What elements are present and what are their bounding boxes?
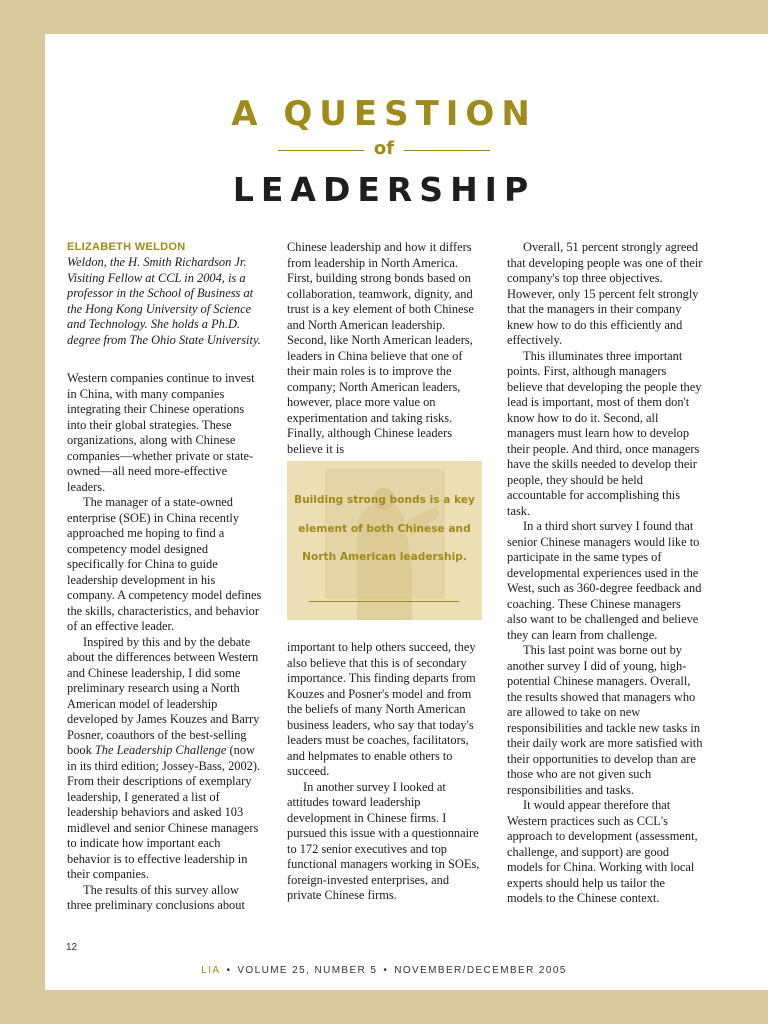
page-number: 12 <box>66 942 78 953</box>
pull-quote-rule <box>309 601 459 602</box>
paragraph: important to help others succeed, they also believe that this is of secondary importance. This finding departs from Kouzes and Posner's model and from the beliefs of many North American business leaders, who say that today's leaders must be coaches, facilitators, and helpmates to enable others to succeed. <box>287 640 476 778</box>
text-run: (now in its third edition; Jossey-Bass, 2002). From their descriptions of exemplary leadership, I generated a list of leadership behaviors and asked 103 midlevel and senior Chinese managers to indicate how important each behavior is to effective leadership in their companies. <box>67 743 261 881</box>
pull-quote-box <box>287 461 482 620</box>
paragraph: The manager of a state-owned enterprise (SOE) in China recently approached me hoping to find a competency model designed specifically for China to guide leadership development in his company. A competency model defines the skills, characteristics, and behavior of an effective leader. <box>67 495 262 633</box>
footer-separator: • <box>226 965 232 976</box>
paragraph: The results of this survey allow three preliminary conclusions about <box>67 882 245 912</box>
paragraph: Overall, 51 percent strongly agreed that developing people was one of their company's top three objectives. However, only 15 percent felt strongly that the managers in their company knew how to do this efficiently and effectively. <box>507 240 703 347</box>
paragraph <box>67 635 263 883</box>
title-of-row <box>0 138 768 162</box>
title-rule-right <box>404 150 490 151</box>
journal-name: LIA <box>201 965 221 976</box>
author-bio: Weldon, the H. Smith Richardson Jr. Visiting Fellow at CCL in 2004, is a professor in the School of Business at the Hong Kong University of Science and Technology. She holds a Ph.D. degree from The Ohio State University. <box>67 255 261 347</box>
title-rule-left <box>278 150 364 151</box>
footer-date: NOVEMBER/DECEMBER 2005 <box>394 965 567 976</box>
paragraph: Western companies continue to invest in China, with many companies integrating their Chinese operations into their global strategies. These organizations, along with Chinese companies—whether private or state-owned—all need more-effective leaders. <box>67 371 255 494</box>
paragraph: Chinese leadership and how it differs from leadership in North America. First, building strong bonds based on collaboration, teamwork, dignity, and trust is a key element of both Chinese and North American leadership. Second, like North American leaders, leaders in China believe that one of their main roles is to improve the company; North American leaders, however, place more value on experimentation and taking risks. Finally, although Chinese leaders believe it is <box>287 240 474 456</box>
paragraph: In another survey I looked at attitudes toward leadership development in Chinese firms. I pursued this issue with a questionnaire to 172 senior executives and top functional managers working in SOEs, foreign-invested enterprises, and private Chinese firms. <box>287 779 480 902</box>
column-1 <box>67 240 263 914</box>
paragraph: This last point was borne out by another survey I did of young, high-potential Chinese managers. Overall, the results showed that managers who are allowed to take on new responsibilities and tackle new tasks in their daily work are more satisfied with their opportunities to develop than are those who are not given such responsibilities and tasks. <box>507 643 703 797</box>
pull-quote-text: Building strong bonds is a key element of both Chinese and North American leadership. <box>294 494 475 563</box>
column-2-bottom <box>287 640 482 904</box>
paragraph: It would appear therefore that Western practices such as CCL's approach to development (assessment, challenge, and support) are good models for China. Working with local experts should help us tailor the models to the Chinese context. <box>507 798 698 905</box>
paragraph: This illuminates three important points. First, although managers believe that developing the people they lead is important, most of them don't know how to do it. Second, all managers must learn how to develop their people. And third, once managers have the skills needed to develop their people, they should be held accountable for accomplishing this task. <box>507 348 702 518</box>
title-of: of <box>373 138 395 159</box>
title-line-1: A QUESTION <box>231 94 537 134</box>
paragraph: In a third short survey I found that senior Chinese managers would like to participate in the same types of developmental experiences used in the West, such as 360-degree feedback and coaching. These Chinese managers also want to be challenged and believe they can learn from challenge. <box>507 519 702 642</box>
title-line-2: LEADERSHIP <box>232 170 536 209</box>
author-name: ELIZABETH WELDON <box>67 241 186 253</box>
text-run: Inspired by this and by the debate about the differences between Western and Chinese leadership, I did some preliminary research using a North American model of leadership developed by James Kouzes and Barry Posner, coauthors of the best-selling book <box>67 634 260 757</box>
footer-separator: • <box>383 965 389 976</box>
book-title: The Leadership Challenge <box>94 743 227 757</box>
column-2-top <box>287 240 482 457</box>
footer <box>0 965 768 976</box>
footer-volume: VOLUME 25, NUMBER 5 <box>237 965 378 976</box>
column-3 <box>507 240 703 907</box>
